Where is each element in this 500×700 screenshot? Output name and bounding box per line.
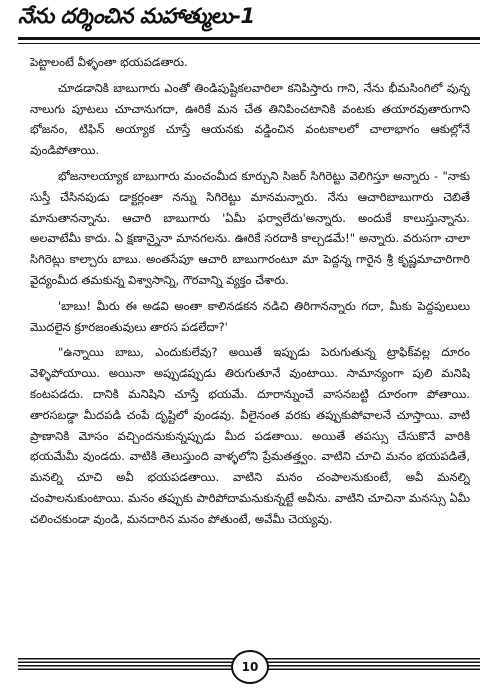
page-number <box>231 650 269 684</box>
page-number-label: 10 <box>241 660 259 674</box>
header-rule-thin <box>18 43 480 44</box>
paragraph: భోజనాలయ్యాక బాబుగారు మంచంమీద కూర్చుని సిజర్ సిగిరెట్టు వెలిగిస్తూ అన్నారు - "నాకు సుస్తీ చేసినపుడు డాక్టర్లంతా నన్ను సిగిరెట్టు మానమన్నారు. నేను ఆచారిబాబుగారు చెబితే మానుతానన్నాను. ఆచారి బాబుగారు 'ఏమీ ఫర్వాలేదు'అన్నారు. అందుకే కాలుస్తున్నాను. అలవాటేమీ కాదు. ఏ క్షణాన్నైనా మానగలను. ఊరికే సరదాకి కాల్చడమే!" అన్నారు. వరుసగా చాలా సిగిరెట్లు కాల్చారు బాబు. అంతసేపూ ఆచారి బాబుగారంటూ మా పెద్దన్న గారైన శ్రీ కృష్ణమాచారిగారి వైద్యంమీద తమకున్న విశ్వాసాన్ని, గౌరవాన్ని వ్యక్తం చేశారు. <box>30 168 470 287</box>
page-footer <box>18 648 480 696</box>
paragraph: "ఉన్నాయి బాబు, ఎందుకులేవు? అయితే ఇప్పుడు పెరుగుతున్న ట్రాఫిక్‌వల్ల దూరం వెళ్ళిపోయాయి. అయినా అప్పుడప్పుడు తిరుగుతూనే వుంటాయి. సామాన్యంగా పులి మనిషి కంటపడదు. దానికి మనిషిని చూస్తే భయమే. దూరాన్నుంచే వాసనబట్టి దూరంగా పోతాయి. తారసబడ్డా మీదపడి చంపే దృష్టిలో వుండవు. వీలైనంత వరకు తప్పుకుపోవాలనే చూస్తాయి. వాటి ప్రాణానికి మోసం వచ్చిందనుకున్నప్పుడు మీద పడతాయి. అయితే తపస్సు చేసుకొనే వారికి భయమేమీ వుండదు. వాటికి తెలుస్తుంది వాళ్ళలోని ప్రేమతత్త్వం. వాటిని చూచి మనం భయపడితే, మనల్ని చూచి అవీ భయపడతాయి. వాటిని మనం చంపాలనుకుంటే, అవీ మనల్ని చంపాలనుకుంటాయి. మనం తప్పుకు పారిపోదామనుకున్నట్టే అవీను. వాటిని చూచినా మనస్సు ఏమీ చలించకుండా వుండి, మనదారిన మనం పోతుంటే, అవేమీ చెయ్యవు. <box>30 345 470 526</box>
header-rule-thick <box>18 37 480 40</box>
paragraph: పెట్టాలంటే వీళ్ళంతా భయపడతారు. <box>30 55 188 69</box>
paragraph: చూడడానికి బాబుగారు ఎంతో తిండిపుష్టికలవారిలా కనిపిస్తారు గాని, నేను భీమసింగిలో వున్న నాలుగు పూటలు చూచానుగదా, ఊరికే మన చేత తినిపించటానికి వంటకు తయారవుతారుగాని భోజనం, టిఫిన్ అయ్యాక చూస్తే ఆయనకు వడ్డించిన వంటకాలలో చాలాభాగం ఆకుల్లోనే వుండిపోతాయి. <box>30 80 470 158</box>
paragraph: 'బాబు! మీరు ఈ అడవి అంతా కాలినడకన నడిచి తిరిగానన్నారు గదా, మీకు పెద్దపులులు మొదలైన క్రూరజంతువులు తారస పడలేదా?' <box>30 298 470 334</box>
page-body <box>30 52 470 642</box>
book-title: నేను దర్శించిన మహాత్ములు-1 <box>18 4 255 28</box>
page-header <box>18 4 480 48</box>
